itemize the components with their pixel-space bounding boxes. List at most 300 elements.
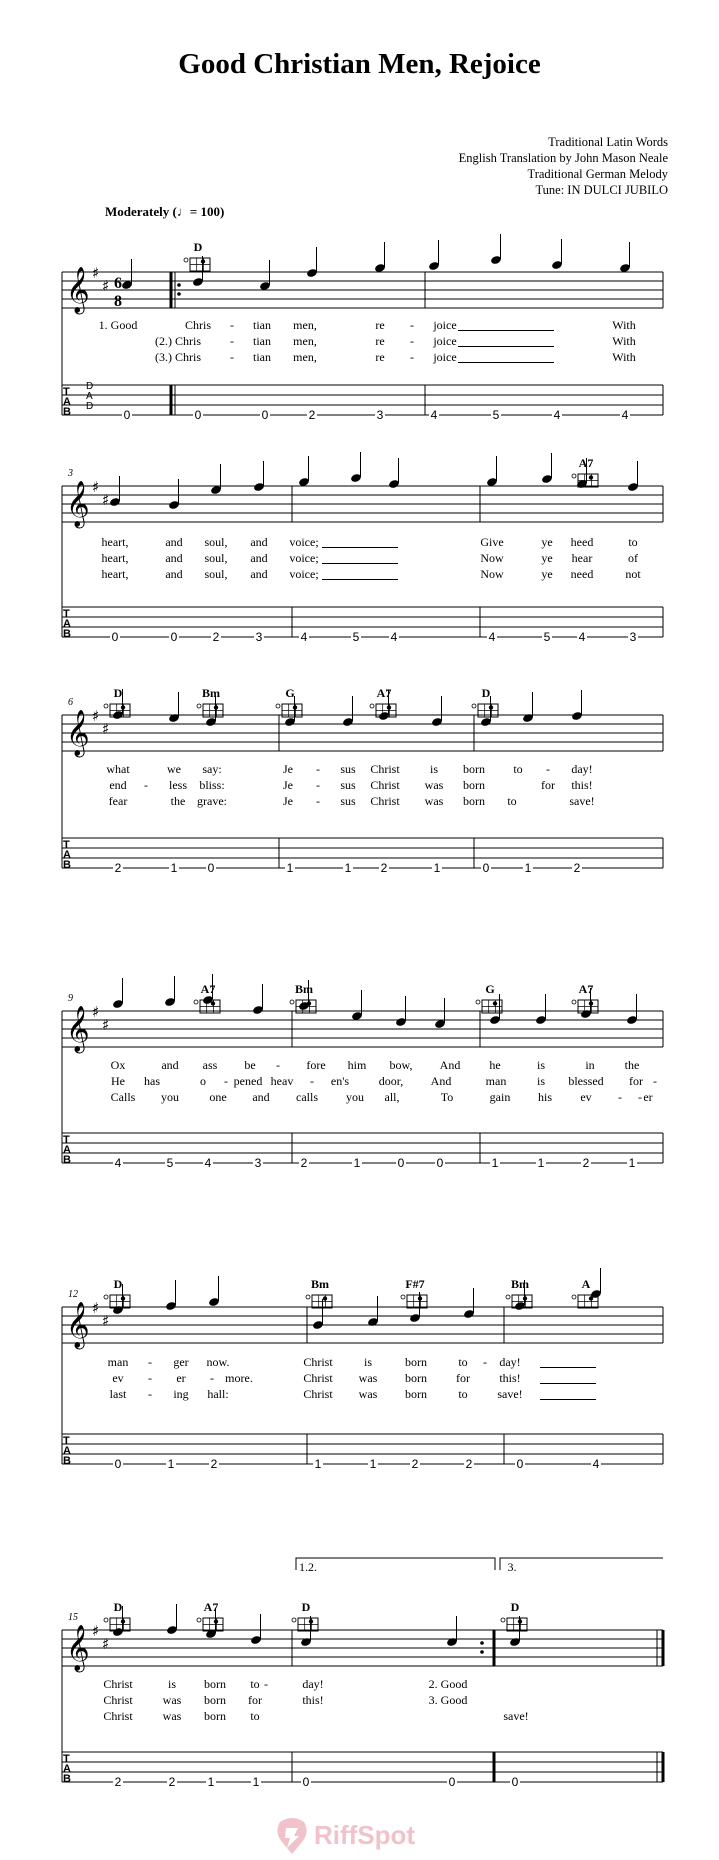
open-string-icon	[401, 1295, 405, 1299]
lyric-syllable: -	[653, 1074, 657, 1088]
lyric-syllable: heart,	[101, 535, 129, 549]
tab-fret-number: 0	[482, 861, 490, 875]
finger-dot-icon	[418, 1296, 422, 1300]
music-system-6	[62, 1558, 663, 1787]
tab-label-icon: B	[63, 1455, 71, 1467]
lyric-syllable: And	[430, 1074, 452, 1088]
song-title: Good Christian Men, Rejoice	[178, 48, 541, 80]
repeat-dot	[177, 283, 181, 287]
open-string-icon	[194, 1000, 198, 1004]
lyric-syllable: he	[489, 1058, 501, 1072]
tab-fret-number: 3	[629, 630, 637, 644]
lyric-syllable: o	[200, 1074, 206, 1088]
sharp-icon: ♯	[92, 1299, 100, 1317]
repeat-dot	[177, 292, 181, 296]
lyric-syllable: men,	[293, 350, 317, 364]
measure-number: 3	[68, 468, 73, 479]
tab-fret-number: 5	[166, 1156, 174, 1170]
lyric-syllable: was	[162, 1693, 182, 1707]
lyric-syllable: is	[429, 762, 439, 776]
lyric-syllable: soul,	[204, 535, 228, 549]
sharp-icon: ♯	[92, 478, 100, 496]
credit-melody: Traditional German Melody	[527, 167, 668, 181]
volta-label: 1.2.	[299, 1560, 317, 1574]
measure-number: 15	[68, 1612, 78, 1623]
tab-fret-number: 4	[204, 1156, 212, 1170]
lyric-syllable: we	[167, 762, 181, 776]
lyric-syllable: for	[456, 1371, 470, 1385]
lyric-syllable: and	[250, 551, 268, 565]
chord-name: A7	[200, 982, 216, 996]
lyric-syllable: -	[210, 1371, 214, 1385]
open-string-icon	[197, 704, 201, 708]
lyric-extender	[322, 563, 398, 564]
tab-fret-number: 1	[433, 861, 441, 875]
tab-fret-number: 2	[212, 630, 220, 644]
lyric-syllable: fore	[306, 1058, 326, 1072]
open-string-icon	[501, 1618, 505, 1622]
tab-fret-number: 4	[621, 408, 629, 422]
lyric-syllable: -	[618, 1090, 622, 1104]
tab-fret-number: 2	[114, 861, 122, 875]
lyric-syllable: his	[537, 1090, 553, 1104]
lyric-syllable: -	[410, 334, 414, 348]
open-string-icon	[370, 704, 374, 708]
chord-name: A7	[578, 456, 594, 470]
lyric-syllable: to	[513, 762, 523, 776]
tempo-value: = 100	[189, 204, 221, 219]
tab-label-icon: A	[63, 1445, 71, 1457]
lyric-syllable: born	[204, 1693, 226, 1707]
lyric-syllable: say:	[202, 762, 222, 776]
lyric-syllable: en's	[330, 1074, 350, 1088]
chord-name: Bm	[311, 1277, 329, 1291]
lyric-syllable: Christ	[103, 1677, 133, 1691]
lyric-syllable: -	[276, 1058, 280, 1072]
sharp-icon: ♯	[102, 720, 110, 738]
treble-clef-icon: 𝄞	[66, 710, 90, 756]
chord-name: D	[113, 686, 123, 700]
lyric-syllable: -	[148, 1371, 152, 1385]
lyric-syllable: er	[176, 1371, 186, 1385]
tab-fret-number: 1	[286, 861, 294, 875]
tab-fret-number: 1	[537, 1156, 545, 1170]
tab-fret-number: 4	[390, 630, 398, 644]
open-string-icon	[276, 704, 280, 708]
tab-fret-number: 0	[111, 630, 119, 644]
tab-fret-number: 1	[170, 861, 178, 875]
finger-dot-icon	[121, 705, 125, 709]
sharp-icon: ♯	[92, 707, 100, 725]
tab-fret-number: 0	[194, 408, 202, 422]
lyric-syllable: this!	[571, 778, 593, 792]
lyric-syllable: this!	[302, 1693, 324, 1707]
tab-fret-number: 0	[261, 408, 269, 422]
lyric-syllable: Je	[283, 794, 293, 808]
lyric-extender	[322, 547, 398, 548]
lyric-extender	[540, 1367, 596, 1368]
tab-label-icon: B	[63, 406, 71, 418]
tab-fret-number: 1	[252, 1775, 260, 1789]
tab-fret-number: 1	[314, 1457, 322, 1471]
lyric-syllable: to	[458, 1387, 468, 1401]
lyric-syllable: voice;	[289, 567, 319, 581]
music-system-1	[62, 234, 663, 420]
tab-label-icon: A	[63, 849, 71, 861]
open-string-icon	[506, 1295, 510, 1299]
tab-label-icon: A	[63, 618, 71, 630]
credit-translation: English Translation by John Mason Neale	[458, 151, 668, 165]
open-string-icon	[572, 1000, 576, 1004]
lyric-syllable: Now	[480, 567, 504, 581]
treble-clef-icon: 𝄞	[66, 1302, 90, 1348]
lyric-syllable: this!	[499, 1371, 521, 1385]
tab-fret-number: 2	[465, 1457, 473, 1471]
lyric-syllable: Christ	[370, 762, 400, 776]
lyric-syllable: -	[410, 318, 414, 332]
lyric-syllable: bow,	[389, 1058, 413, 1072]
tab-label-icon: T	[63, 1435, 70, 1447]
treble-clef-icon: 𝄞	[66, 267, 90, 313]
lyric-syllable: and	[252, 1090, 270, 1104]
lyric-syllable: day!	[571, 762, 593, 776]
tab-tuning-letter: D	[86, 381, 94, 392]
tempo-marking: Moderately (♩= 100)	[105, 204, 225, 219]
tab-fret-number: 0	[123, 408, 131, 422]
repeat-dot	[480, 1650, 484, 1654]
lyric-syllable: -	[230, 334, 234, 348]
finger-dot-icon	[523, 1296, 527, 1300]
lyric-syllable: 3. Good	[428, 1693, 468, 1707]
lyric-syllable: tian	[253, 350, 271, 364]
lyric-syllable: -	[224, 1074, 228, 1088]
lyric-syllable: Christ	[303, 1387, 333, 1401]
tab-fret-number: 2	[582, 1156, 590, 1170]
lyric-syllable: sus	[340, 762, 356, 776]
tab-fret-number: 4	[488, 630, 496, 644]
lyric-syllable: (2.) Chris	[155, 334, 201, 348]
lyric-syllable: Christ	[103, 1693, 133, 1707]
tab-fret-number: 1	[167, 1457, 175, 1471]
lyric-syllable: joice	[433, 334, 457, 348]
tab-label-icon: T	[63, 608, 70, 620]
lyric-syllable: be	[244, 1058, 256, 1072]
lyric-syllable: for	[248, 1693, 262, 1707]
tab-fret-number: 0	[516, 1457, 524, 1471]
tempo-word: Moderately	[105, 204, 170, 219]
finger-dot-icon	[214, 705, 218, 709]
lyric-syllable: was	[358, 1387, 378, 1401]
lyric-syllable: born	[405, 1371, 427, 1385]
lyric-syllable: to	[628, 535, 638, 549]
lyric-syllable: all,	[384, 1090, 400, 1104]
lyric-syllable: -	[483, 1355, 487, 1369]
tab-fret-number: 0	[448, 1775, 456, 1789]
open-string-icon	[476, 1000, 480, 1004]
lyric-syllable: sus	[340, 778, 356, 792]
lyric-syllable: tian	[253, 334, 271, 348]
finger-dot-icon	[293, 705, 297, 709]
lyric-syllable: Christ	[370, 794, 400, 808]
tab-fret-number: 0	[302, 1775, 310, 1789]
tab-fret-number: 0	[511, 1775, 519, 1789]
lyric-syllable: to	[507, 794, 517, 808]
lyric-syllable: is	[167, 1677, 177, 1691]
lyric-syllable: ye	[541, 535, 553, 549]
lyric-syllable: him	[347, 1058, 367, 1072]
lyric-syllable: -	[546, 762, 550, 776]
lyric-syllable: what	[106, 762, 130, 776]
lyric-syllable: 1. Good	[98, 318, 138, 332]
lyric-syllable: you	[346, 1090, 364, 1104]
finger-dot-icon	[493, 1001, 497, 1005]
lyric-syllable: Christ	[303, 1371, 333, 1385]
lyric-syllable: last	[109, 1387, 127, 1401]
lyric-syllable: for	[629, 1074, 643, 1088]
lyric-syllable: hear	[571, 551, 593, 565]
open-string-icon	[572, 474, 576, 478]
lyric-extender	[540, 1399, 596, 1400]
lyric-extender	[540, 1383, 596, 1384]
lyric-syllable: tian	[253, 318, 271, 332]
lyric-syllable: end	[109, 778, 127, 792]
lyric-syllable: born	[204, 1677, 226, 1691]
lyric-syllable: ev	[112, 1371, 124, 1385]
lyric-syllable: is	[536, 1058, 546, 1072]
chord-name: Bm	[511, 1277, 529, 1291]
tab-label-icon: A	[63, 1763, 71, 1775]
lyric-syllable: you	[161, 1090, 179, 1104]
chord-name: Bm	[295, 982, 313, 996]
lyric-syllable: less	[169, 778, 187, 792]
lyric-extender	[458, 362, 554, 363]
chord-name: A7	[578, 982, 594, 996]
lyric-syllable: hall:	[207, 1387, 229, 1401]
tab-fret-number: 4	[300, 630, 308, 644]
lyric-syllable: (3.) Chris	[155, 350, 201, 364]
tab-fret-number: 4	[114, 1156, 122, 1170]
measure-number: 6	[68, 697, 73, 708]
tab-fret-number: 4	[553, 408, 561, 422]
tab-tuning-letter: D	[86, 401, 94, 412]
tab-label-icon: T	[63, 1134, 70, 1146]
finger-dot-icon	[307, 1001, 311, 1005]
finger-dot-icon	[589, 475, 593, 479]
lyric-syllable: to	[250, 1709, 260, 1723]
lyric-syllable: soul,	[204, 567, 228, 581]
tab-label-icon: T	[63, 839, 70, 851]
chord-name: A7	[203, 1600, 219, 1614]
tab-fret-number: 0	[436, 1156, 444, 1170]
lyric-syllable: for	[541, 778, 555, 792]
measure-number: 12	[68, 1289, 78, 1300]
lyric-syllable: ing	[173, 1387, 189, 1401]
lyric-syllable: save!	[497, 1387, 523, 1401]
lyric-syllable: Christ	[303, 1355, 333, 1369]
lyric-syllable: To	[440, 1090, 454, 1104]
lyric-syllable: ger	[173, 1355, 189, 1369]
tab-label-icon: B	[63, 1154, 71, 1166]
lyric-syllable: With	[612, 350, 636, 364]
lyric-syllable: Christ	[370, 778, 400, 792]
finger-dot-icon	[387, 705, 391, 709]
lyric-syllable: men,	[293, 334, 317, 348]
tab-fret-number: 3	[255, 630, 263, 644]
lyric-syllable: born	[463, 762, 485, 776]
finger-dot-icon	[589, 1296, 593, 1300]
lyric-extender	[322, 579, 398, 580]
tab-fret-number: 1	[344, 861, 352, 875]
lyric-syllable: joice	[433, 318, 457, 332]
finger-dot-icon	[309, 1619, 313, 1623]
lyric-syllable: heed	[570, 535, 594, 549]
open-string-icon	[104, 1618, 108, 1622]
lyric-syllable: -	[264, 1677, 268, 1691]
lyric-syllable: gain	[489, 1090, 511, 1104]
lyric-syllable: was	[162, 1709, 182, 1723]
chord-name: D	[113, 1277, 123, 1291]
lyric-syllable: born	[405, 1387, 427, 1401]
riffspot-logo-icon	[272, 1816, 312, 1856]
tab-fret-number: 1	[207, 1775, 215, 1789]
tab-tuning-letter: A	[86, 391, 93, 402]
chord-name: D	[481, 686, 491, 700]
repeat-dot	[480, 1641, 484, 1645]
tab-fret-number: 5	[543, 630, 551, 644]
lyric-syllable: -	[638, 1090, 642, 1104]
open-string-icon	[306, 1295, 310, 1299]
lyric-syllable: -	[316, 778, 320, 792]
sharp-icon: ♯	[92, 264, 100, 282]
sharp-icon: ♯	[102, 1312, 110, 1330]
tab-fret-number: 4	[578, 630, 586, 644]
open-string-icon	[572, 1295, 576, 1299]
lyric-syllable: heart,	[101, 551, 129, 565]
lyric-syllable: grave:	[197, 794, 227, 808]
lyric-syllable: day!	[499, 1355, 521, 1369]
sharp-icon: ♯	[102, 491, 110, 509]
sharp-icon: ♯	[92, 1622, 100, 1640]
tab-fret-number: 2	[573, 861, 581, 875]
lyric-syllable: to	[250, 1677, 260, 1691]
lyric-syllable: ev	[580, 1090, 592, 1104]
lyric-syllable: Calls	[110, 1090, 136, 1104]
lyric-syllable: is	[536, 1074, 546, 1088]
tab-fret-number: 1	[628, 1156, 636, 1170]
lyric-syllable: and	[165, 551, 183, 565]
lyric-syllable: And	[439, 1058, 461, 1072]
lyric-syllable: the	[624, 1058, 640, 1072]
time-signature-top: 6	[114, 275, 122, 292]
lyric-syllable: Give	[480, 535, 504, 549]
lyric-syllable: 2. Good	[428, 1677, 468, 1691]
tab-label-icon: T	[63, 386, 70, 398]
lyric-syllable: save!	[569, 794, 595, 808]
chord-name: A	[581, 1277, 591, 1291]
lyric-syllable: ye	[541, 567, 553, 581]
lyric-syllable: fear	[108, 794, 128, 808]
tab-fret-number: 1	[369, 1457, 377, 1471]
chord-name: A7	[376, 686, 392, 700]
sharp-icon: ♯	[102, 1016, 110, 1034]
lyric-syllable: was	[424, 778, 444, 792]
lyric-syllable: -	[316, 762, 320, 776]
tab-fret-number: 2	[411, 1457, 419, 1471]
finger-dot-icon	[121, 1619, 125, 1623]
tab-fret-number: 2	[114, 1775, 122, 1789]
chord-name: F#7	[405, 1277, 425, 1291]
tab-label-icon: A	[63, 1144, 71, 1156]
treble-clef-icon: 𝄞	[66, 481, 90, 527]
treble-clef-icon: 𝄞	[66, 1006, 90, 1052]
lyric-syllable: in	[585, 1058, 595, 1072]
lyric-syllable: calls	[296, 1090, 318, 1104]
lyric-syllable: born	[463, 794, 485, 808]
lyric-syllable: to	[458, 1355, 468, 1369]
lyric-syllable: man	[107, 1355, 129, 1369]
sharp-icon: ♯	[102, 1635, 110, 1653]
tab-fret-number: 0	[397, 1156, 405, 1170]
lyric-syllable: heart,	[101, 567, 129, 581]
tab-fret-number: 4	[592, 1457, 600, 1471]
lyric-syllable: -	[316, 794, 320, 808]
finger-dot-icon	[211, 1001, 215, 1005]
lyric-syllable: re	[375, 350, 385, 364]
tab-fret-number: 0	[207, 861, 215, 875]
treble-clef-icon: 𝄞	[66, 1625, 90, 1671]
tab-fret-number: 1	[524, 861, 532, 875]
open-string-icon	[104, 704, 108, 708]
lyric-extender	[458, 330, 554, 331]
open-string-icon	[197, 1618, 201, 1622]
finger-dot-icon	[589, 1001, 593, 1005]
lyric-syllable: pened	[233, 1074, 263, 1088]
finger-dot-icon	[201, 259, 205, 263]
open-string-icon	[184, 258, 188, 262]
time-signature-bottom: 8	[114, 293, 122, 310]
tab-label-icon: B	[63, 859, 71, 871]
lyric-syllable: bliss:	[199, 778, 225, 792]
lyric-syllable: has	[144, 1074, 160, 1088]
tab-fret-number: 0	[170, 630, 178, 644]
lyric-syllable: voice;	[289, 551, 319, 565]
lyric-syllable: the	[170, 794, 186, 808]
tab-fret-number: 0	[114, 1457, 122, 1471]
lyric-syllable: and	[165, 535, 183, 549]
lyric-syllable: not	[625, 567, 641, 581]
tab-fret-number: 1	[353, 1156, 361, 1170]
volta-bracket	[500, 1558, 663, 1570]
lyric-syllable: was	[358, 1371, 378, 1385]
lyric-syllable: voice;	[289, 535, 319, 549]
lyric-syllable: -	[148, 1387, 152, 1401]
tab-fret-number: 5	[352, 630, 360, 644]
chord-name: D	[301, 1600, 311, 1614]
lyric-syllable: is	[363, 1355, 373, 1369]
lyric-syllable: now.	[206, 1355, 230, 1369]
tab-label-icon: B	[63, 628, 71, 640]
lyric-syllable: day!	[302, 1677, 324, 1691]
finger-dot-icon	[323, 1296, 327, 1300]
tab-fret-number: 3	[376, 408, 384, 422]
open-string-icon	[472, 704, 476, 708]
tab-fret-number: 2	[210, 1457, 218, 1471]
lyric-syllable: and	[250, 535, 268, 549]
lyric-syllable: -	[148, 1355, 152, 1369]
finger-dot-icon	[489, 705, 493, 709]
volta-bracket	[296, 1558, 495, 1570]
lyric-syllable: need	[570, 567, 594, 581]
